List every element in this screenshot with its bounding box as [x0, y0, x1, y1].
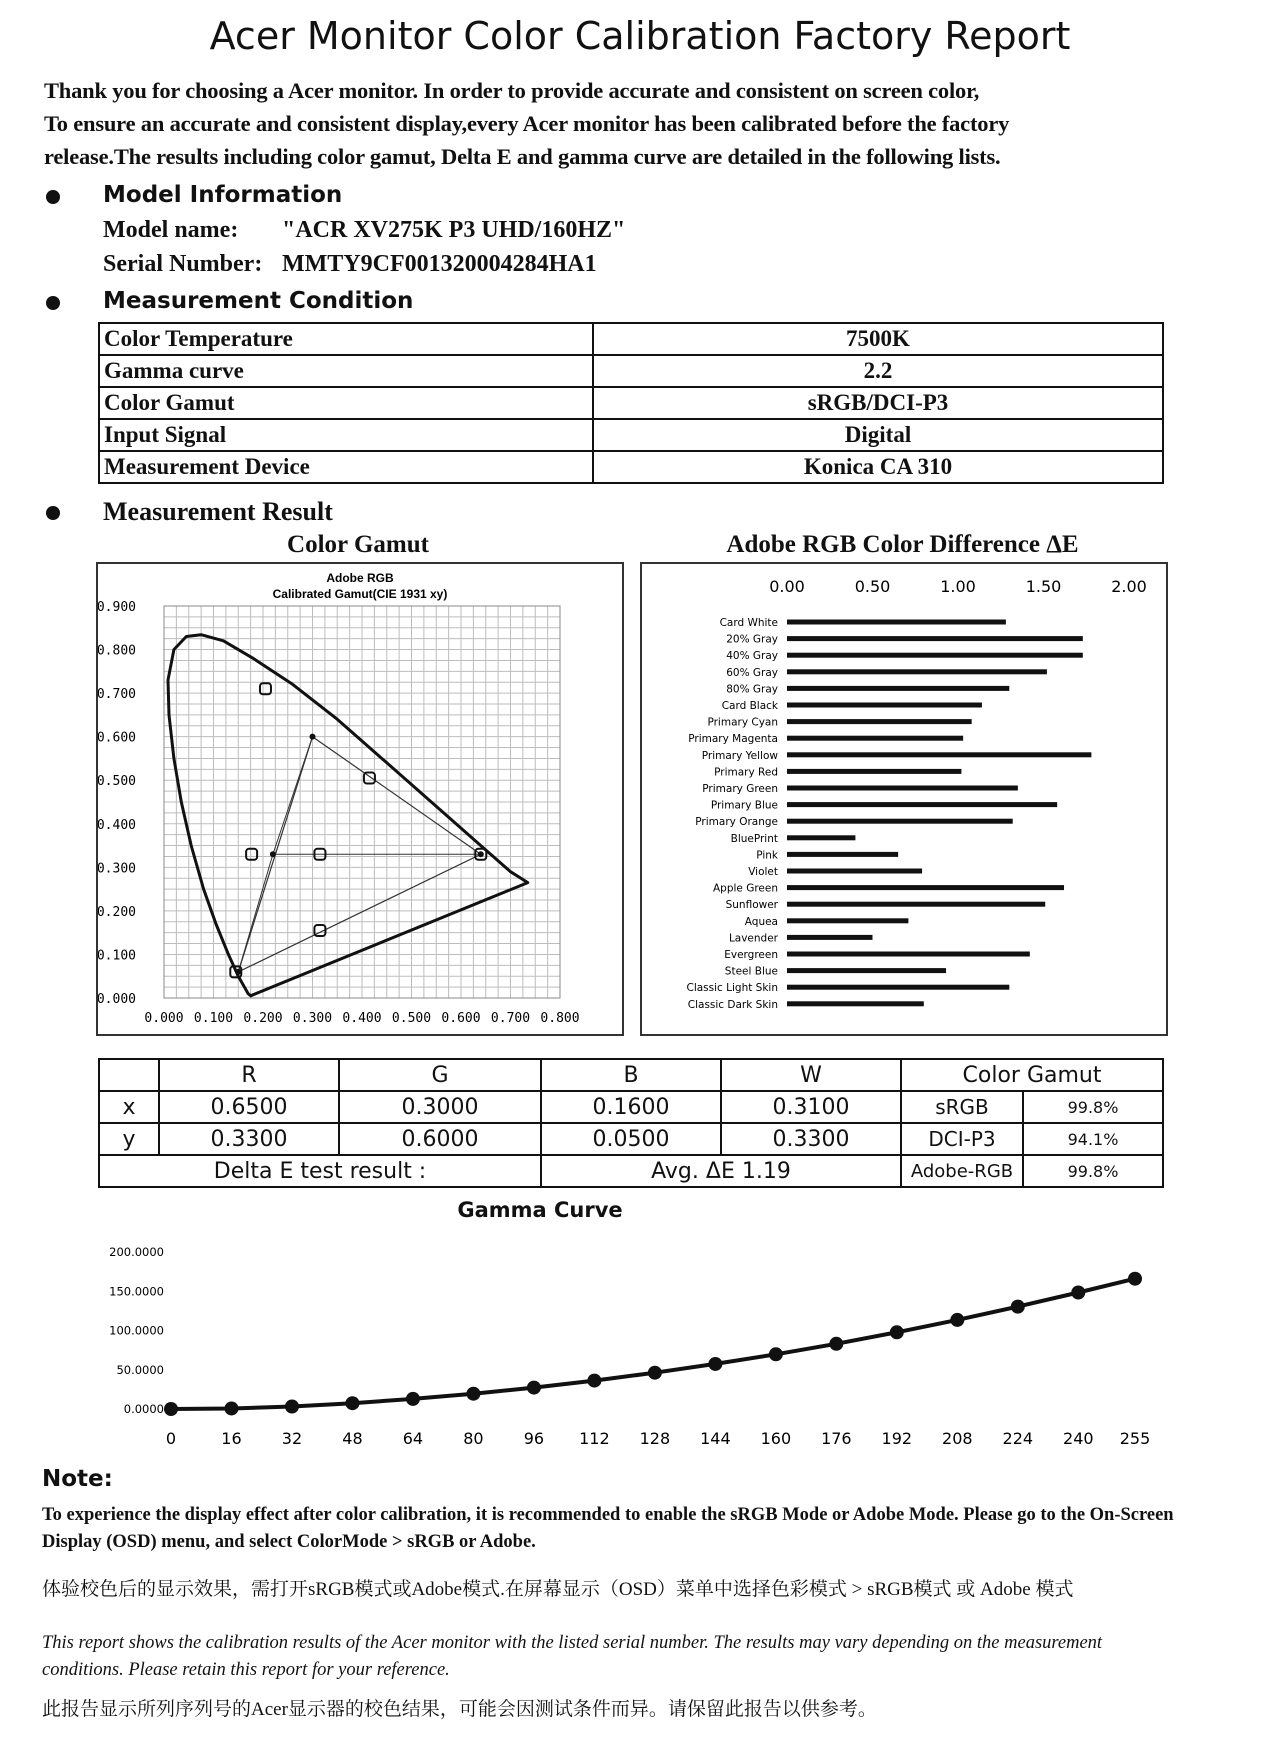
bar	[787, 752, 1091, 757]
y-g-value: 0.6000	[339, 1123, 541, 1155]
model-name-label: Model name:	[103, 217, 239, 243]
x-tick-label: 144	[700, 1429, 731, 1448]
measurement-condition-table	[98, 322, 1164, 484]
note-heading: Note:	[42, 1466, 113, 1492]
note-chinese-1: 体验校色后的显示效果，需打开sRGB模式或Adobe模式.在屏幕显示（OSD）菜单中选择色彩模式 > sRGB模式 或 Adobe 模式	[42, 1579, 1074, 1600]
note-english-line-2: Display (OSD) menu, and select ColorMode > sRGB or Adobe.	[42, 1532, 536, 1552]
condition-label: Input Signal	[99, 419, 593, 451]
gamut-chart-subtitle: Calibrated Gamut(CIE 1931 xy)	[272, 587, 448, 601]
gamma-line	[171, 1279, 1135, 1409]
y-w-value: 0.3300	[721, 1123, 901, 1155]
bar	[787, 802, 1057, 807]
table-row	[99, 1123, 1163, 1155]
x-tick-label: 0.500	[391, 1011, 432, 1026]
bar-category-label: Primary Cyan	[707, 716, 778, 729]
gamut-chart-title: Adobe RGB	[326, 571, 394, 585]
measurement-result-heading: Measurement Result	[103, 497, 333, 526]
gamma-curve-chart	[90, 1232, 1170, 1452]
condition-label: Measurement Device	[99, 451, 593, 483]
x-tick-label: 0.200	[243, 1011, 283, 1026]
gamma-point	[708, 1357, 722, 1371]
header-color-gamut: Color Gamut	[901, 1059, 1163, 1091]
x-tick-label: 0.000	[144, 1011, 184, 1026]
x-tick-label: 1.00	[940, 577, 976, 596]
x-tick-label: 0.800	[540, 1011, 580, 1026]
bullet-icon	[46, 190, 60, 204]
bar-category-label: 80% Gray	[726, 683, 778, 696]
x-tick-label: 48	[342, 1429, 363, 1448]
x-w-value: 0.3100	[721, 1091, 901, 1123]
gamut-name: DCI-P3	[901, 1123, 1023, 1155]
gamut-name: sRGB	[901, 1091, 1023, 1123]
bar	[787, 918, 908, 923]
y-tick-label: 0.700	[98, 687, 136, 703]
y-tick-label: 0.600	[98, 730, 136, 746]
x-tick-label: 208	[942, 1429, 973, 1448]
gamut-value: 99.8%	[1023, 1091, 1163, 1123]
row-label-y: y	[99, 1123, 159, 1155]
delta-e-title: Adobe RGB Color Difference ΔE	[726, 531, 1079, 558]
table-row	[99, 451, 1163, 483]
bar	[787, 935, 873, 940]
gamma-point	[1011, 1300, 1025, 1314]
y-tick-label: 0.0000	[123, 1402, 164, 1416]
note-disclaimer-line-2: conditions. Please retain this report for your reference.	[42, 1660, 450, 1680]
x-tick-label: 176	[821, 1429, 852, 1448]
gamma-point	[164, 1402, 178, 1416]
x-tick-label: 32	[281, 1429, 303, 1448]
header-b: B	[541, 1059, 721, 1091]
table-row	[99, 1091, 1163, 1123]
bar	[787, 686, 1009, 691]
gamma-curve-title: Gamma Curve	[457, 1198, 623, 1222]
delta-e-value: Avg. ΔE 1.19	[541, 1155, 901, 1187]
triangle-vertex	[310, 734, 316, 740]
bar-category-label: Primary Green	[702, 783, 778, 795]
x-tick-label: 0.600	[441, 1011, 481, 1026]
bar	[787, 985, 1009, 990]
delta-e-label: Delta E test result :	[99, 1155, 541, 1187]
x-tick-label: 0.400	[342, 1011, 382, 1026]
table-row	[99, 387, 1163, 419]
bar-category-label: Primary Blue	[710, 799, 778, 812]
y-r-value: 0.3300	[159, 1123, 339, 1155]
bar-category-label: Violet	[748, 866, 778, 878]
x-tick-label: 0.100	[193, 1011, 234, 1026]
x-tick-label: 80	[463, 1429, 484, 1448]
gamut-chart-panel	[96, 562, 624, 1036]
bar	[787, 636, 1083, 641]
bar	[787, 703, 982, 708]
x-tick-label: 0.700	[490, 1011, 531, 1026]
gamut-value: 94.1%	[1023, 1123, 1163, 1155]
delta-e-chart-panel	[640, 562, 1168, 1036]
x-tick-label: 0.50	[854, 577, 891, 596]
bar-category-label: 40% Gray	[726, 650, 778, 663]
x-b-value: 0.1600	[541, 1091, 721, 1123]
gamma-point	[466, 1387, 480, 1401]
bar	[787, 835, 855, 840]
y-tick-label: 200.0000	[109, 1245, 164, 1259]
bar	[787, 653, 1083, 658]
bar-category-label: Classic Light Skin	[686, 982, 778, 995]
x-tick-label: 2.00	[1111, 577, 1147, 596]
bar-category-label: Lavender	[728, 932, 778, 945]
gamma-point	[587, 1374, 601, 1388]
y-tick-label: 0.300	[98, 861, 136, 877]
bullet-icon	[46, 296, 60, 310]
row-label-x: x	[99, 1091, 159, 1123]
x-tick-label: 1.50	[1025, 577, 1062, 596]
bar-category-label: Aquea	[744, 915, 778, 928]
bar	[787, 902, 1045, 907]
bar-category-label: Steel Blue	[724, 965, 778, 978]
report-title: Acer Monitor Color Calibration Factory Report	[209, 14, 1071, 58]
x-tick-label: 160	[760, 1429, 792, 1448]
gamut-name: Adobe-RGB	[901, 1155, 1023, 1187]
bullet-icon	[46, 506, 60, 520]
y-tick-label: 150.0000	[109, 1284, 164, 1299]
gamma-point	[648, 1366, 662, 1380]
y-tick-label: 0.500	[98, 774, 136, 790]
note-chinese-2: 此报告显示所列序列号的Acer显示器的校色结果，可能会因测试条件而异。请保留此报告以供参考。	[42, 1699, 877, 1720]
bar-category-label: Primary Orange	[695, 816, 778, 829]
condition-label: Color Gamut	[99, 387, 593, 419]
x-tick-label: 240	[1063, 1429, 1094, 1448]
note-disclaimer-line-1: This report shows the calibration results of the Acer monitor with the listed serial number. The results may vary depending on the measurement	[42, 1633, 1103, 1653]
condition-label: Gamma curve	[99, 355, 593, 387]
gamut-chart	[98, 564, 622, 1034]
x-tick-label: 0.300	[292, 1011, 333, 1026]
condition-value: 7500K	[593, 323, 1163, 355]
bar	[787, 769, 961, 774]
table-row	[99, 1155, 1163, 1187]
gamma-point	[345, 1396, 359, 1410]
bar-category-label: 60% Gray	[726, 666, 778, 679]
table-row	[99, 323, 1163, 355]
bar	[787, 852, 898, 857]
bar	[787, 819, 1013, 824]
x-r-value: 0.6500	[159, 1091, 339, 1123]
x-tick-label: 96	[523, 1429, 545, 1448]
y-tick-label: 100.0000	[109, 1323, 164, 1338]
bar-category-label: Primary Magenta	[688, 733, 778, 746]
y-tick-label: 50.0000	[116, 1362, 164, 1377]
bar-category-label: Primary Red	[714, 766, 778, 779]
condition-value: sRGB/DCI-P3	[593, 387, 1163, 419]
x-tick-label: 0.00	[769, 577, 805, 596]
bar-category-label: Sunflower	[725, 899, 778, 912]
calibration-results-table	[98, 1058, 1164, 1188]
y-tick-label: 0.900	[98, 600, 136, 615]
x-tick-label: 224	[1002, 1429, 1034, 1448]
bar	[787, 719, 972, 724]
model-info-heading: Model Information	[103, 182, 343, 208]
gamma-point	[890, 1325, 904, 1339]
measured-point	[260, 683, 271, 694]
x-tick-label: 16	[221, 1429, 242, 1448]
color-gamut-title: Color Gamut	[287, 531, 429, 558]
gamma-point	[769, 1347, 783, 1361]
bar-category-label: Classic Dark Skin	[687, 998, 778, 1011]
y-tick-label: 0.800	[98, 643, 136, 659]
bar-category-label: Apple Green	[712, 882, 778, 895]
y-tick-label: 0.400	[98, 817, 136, 833]
table-row	[99, 419, 1163, 451]
gamma-point	[224, 1401, 238, 1415]
condition-value: Digital	[593, 419, 1163, 451]
condition-label: Color Temperature	[99, 323, 593, 355]
x-tick-label: 64	[402, 1429, 424, 1448]
white-point	[270, 851, 276, 857]
x-tick-label: 0	[165, 1429, 177, 1448]
x-tick-label: 128	[639, 1429, 671, 1448]
header-w: W	[721, 1059, 901, 1091]
x-g-value: 0.3000	[339, 1091, 541, 1123]
table-row	[99, 1059, 1163, 1091]
bar-category-label: Card White	[719, 617, 778, 629]
model-name-value: "ACR XV275K P3 UHD/160HZ"	[282, 217, 626, 243]
bar-category-label: Pink	[756, 849, 778, 862]
header-empty-cell	[99, 1059, 159, 1091]
gamma-point	[829, 1337, 843, 1351]
gamma-point	[406, 1392, 420, 1406]
bar	[787, 620, 1006, 625]
bar	[787, 736, 963, 741]
gamma-point	[950, 1313, 964, 1327]
bar-category-label: Evergreen	[724, 949, 778, 961]
gamut-value: 99.8%	[1023, 1155, 1163, 1187]
y-tick-label: 0.000	[98, 992, 136, 1007]
bar-category-label: 20% Gray	[726, 633, 778, 646]
x-tick-label: 112	[579, 1429, 610, 1448]
header-g: G	[339, 1059, 541, 1091]
bar-category-label: BluePrint	[730, 832, 778, 845]
bar	[787, 885, 1064, 890]
bar	[787, 786, 1018, 791]
intro-line-3: release.The results including color gamut, Delta E and gamma curve are detailed in the following lists.	[44, 144, 1001, 169]
bar	[787, 669, 1047, 674]
delta-e-chart	[642, 564, 1166, 1034]
serial-number-label: Serial Number:	[103, 251, 263, 277]
bar-category-label: Primary Yellow	[701, 749, 778, 762]
x-tick-label: 255	[1119, 1429, 1151, 1448]
y-tick-label: 0.100	[98, 948, 136, 964]
gamma-point	[527, 1381, 541, 1395]
gamma-point	[1071, 1286, 1085, 1300]
gamma-point	[1128, 1272, 1142, 1286]
measured-point	[246, 849, 257, 860]
condition-value: 2.2	[593, 355, 1163, 387]
measurement-condition-heading: Measurement Condition	[103, 288, 414, 314]
white-point-line	[273, 737, 313, 855]
bar-category-label: Card Black	[721, 700, 778, 712]
intro-line-1: Thank you for choosing a Acer monitor. In order to provide accurate and consistent on screen color,	[44, 78, 980, 103]
triangle-vertex	[478, 851, 484, 857]
table-row	[99, 355, 1163, 387]
header-r: R	[159, 1059, 339, 1091]
intro-line-2: To ensure an accurate and consistent display,every Acer monitor has been calibrated before the factory	[44, 111, 1010, 136]
bar	[787, 869, 922, 874]
condition-value: Konica CA 310	[593, 451, 1163, 483]
bar	[787, 968, 946, 973]
note-english-line-1: To experience the display effect after color calibration, it is recommended to enable the sRGB Mode or Adobe Mode. Please go to the On-Screen	[42, 1505, 1174, 1525]
x-tick-label: 192	[881, 1429, 913, 1448]
y-b-value: 0.0500	[541, 1123, 721, 1155]
serial-number-value: MMTY9CF001320004284HA1	[282, 251, 597, 277]
bar	[787, 952, 1030, 957]
gamma-point	[285, 1399, 299, 1413]
y-tick-label: 0.200	[98, 904, 136, 920]
bar	[787, 1001, 924, 1006]
